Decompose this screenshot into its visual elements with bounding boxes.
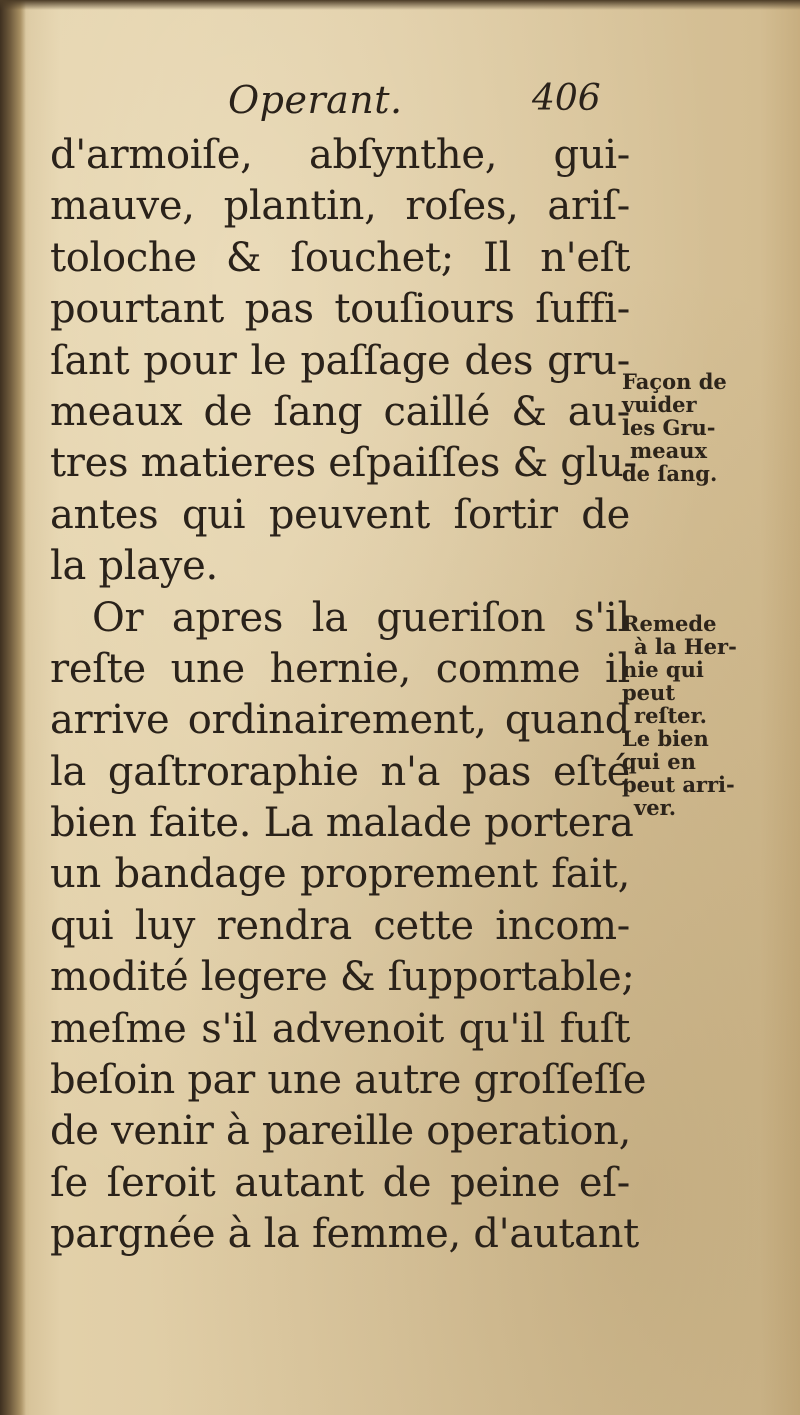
text-line-paragraph-start: Or apres la gueriſon s'il	[92, 594, 630, 641]
margin-note-line: peut arri-	[622, 772, 735, 797]
margin-note-line: vuider	[622, 392, 697, 417]
margin-note-line: de ſang.	[622, 461, 718, 486]
text-line: antes qui peuvent ſortir de	[50, 491, 630, 538]
text-line: meſme s'il advenoit qu'il fuſt	[50, 1005, 630, 1052]
margin-note-line: reſter.	[634, 703, 707, 728]
text-line: pargnée à la femme, d'autant	[50, 1211, 639, 1258]
text-line: pourtant pas touſiours ſuffi-	[50, 286, 630, 333]
page-header	[0, 78, 800, 128]
text-line: la gaſtroraphie n'a pas eſté	[50, 748, 630, 795]
text-line: bien faite. La malade portera	[50, 800, 634, 847]
margin-note-grumeaux	[622, 370, 772, 485]
text-line-paragraph-end: la playe.	[50, 543, 218, 590]
margin-note-line: peut	[622, 680, 676, 705]
margin-note-line: nie qui	[622, 657, 704, 682]
book-spine-shadow	[0, 0, 26, 1415]
margin-note-line: qui en	[622, 749, 696, 774]
page-number: 406	[532, 78, 601, 119]
text-line: arrive ordinairement, quand	[50, 697, 630, 744]
margin-note-line: Le bien	[622, 726, 709, 751]
text-line: modité legere & ſupportable;	[50, 954, 635, 1001]
margin-note-line: meaux	[630, 438, 707, 463]
text-line: d'armoiſe, abſynthe, gui-	[50, 132, 630, 178]
text-line: toloche & ſouchet; Il n'eſt	[50, 234, 630, 281]
margin-note-line: Façon de	[622, 369, 727, 394]
margin-note-line: ver.	[634, 795, 677, 820]
text-line: mauve, plantin, roſes, ariſ-	[50, 183, 630, 230]
margin-note-hernie	[622, 612, 772, 819]
page-top-edge	[0, 0, 800, 10]
text-line: meaux de ſang caillé & au-	[50, 388, 630, 435]
text-line: ſe ſeroit autant de peine eſ-	[50, 1159, 630, 1206]
text-line: ſant pour le paſſage des gru-	[50, 337, 630, 384]
main-text-block	[50, 130, 647, 1261]
margin-note-line: à la Her-	[634, 634, 737, 659]
text-line: tres matieres eſpaiſſes & glu-	[50, 440, 637, 487]
margin-note-line: Remede	[622, 611, 717, 636]
text-line: de venir à pareille operation,	[50, 1108, 631, 1155]
running-title: Operant.	[228, 78, 403, 122]
margin-note-line: les Gru-	[622, 415, 716, 440]
text-line: beſoin par une autre groſſeſſe	[50, 1057, 647, 1104]
text-line: reſte une hernie, comme il	[50, 645, 630, 692]
text-line: un bandage proprement fait,	[50, 851, 630, 898]
text-line: qui luy rendra cette incom-	[50, 902, 630, 949]
